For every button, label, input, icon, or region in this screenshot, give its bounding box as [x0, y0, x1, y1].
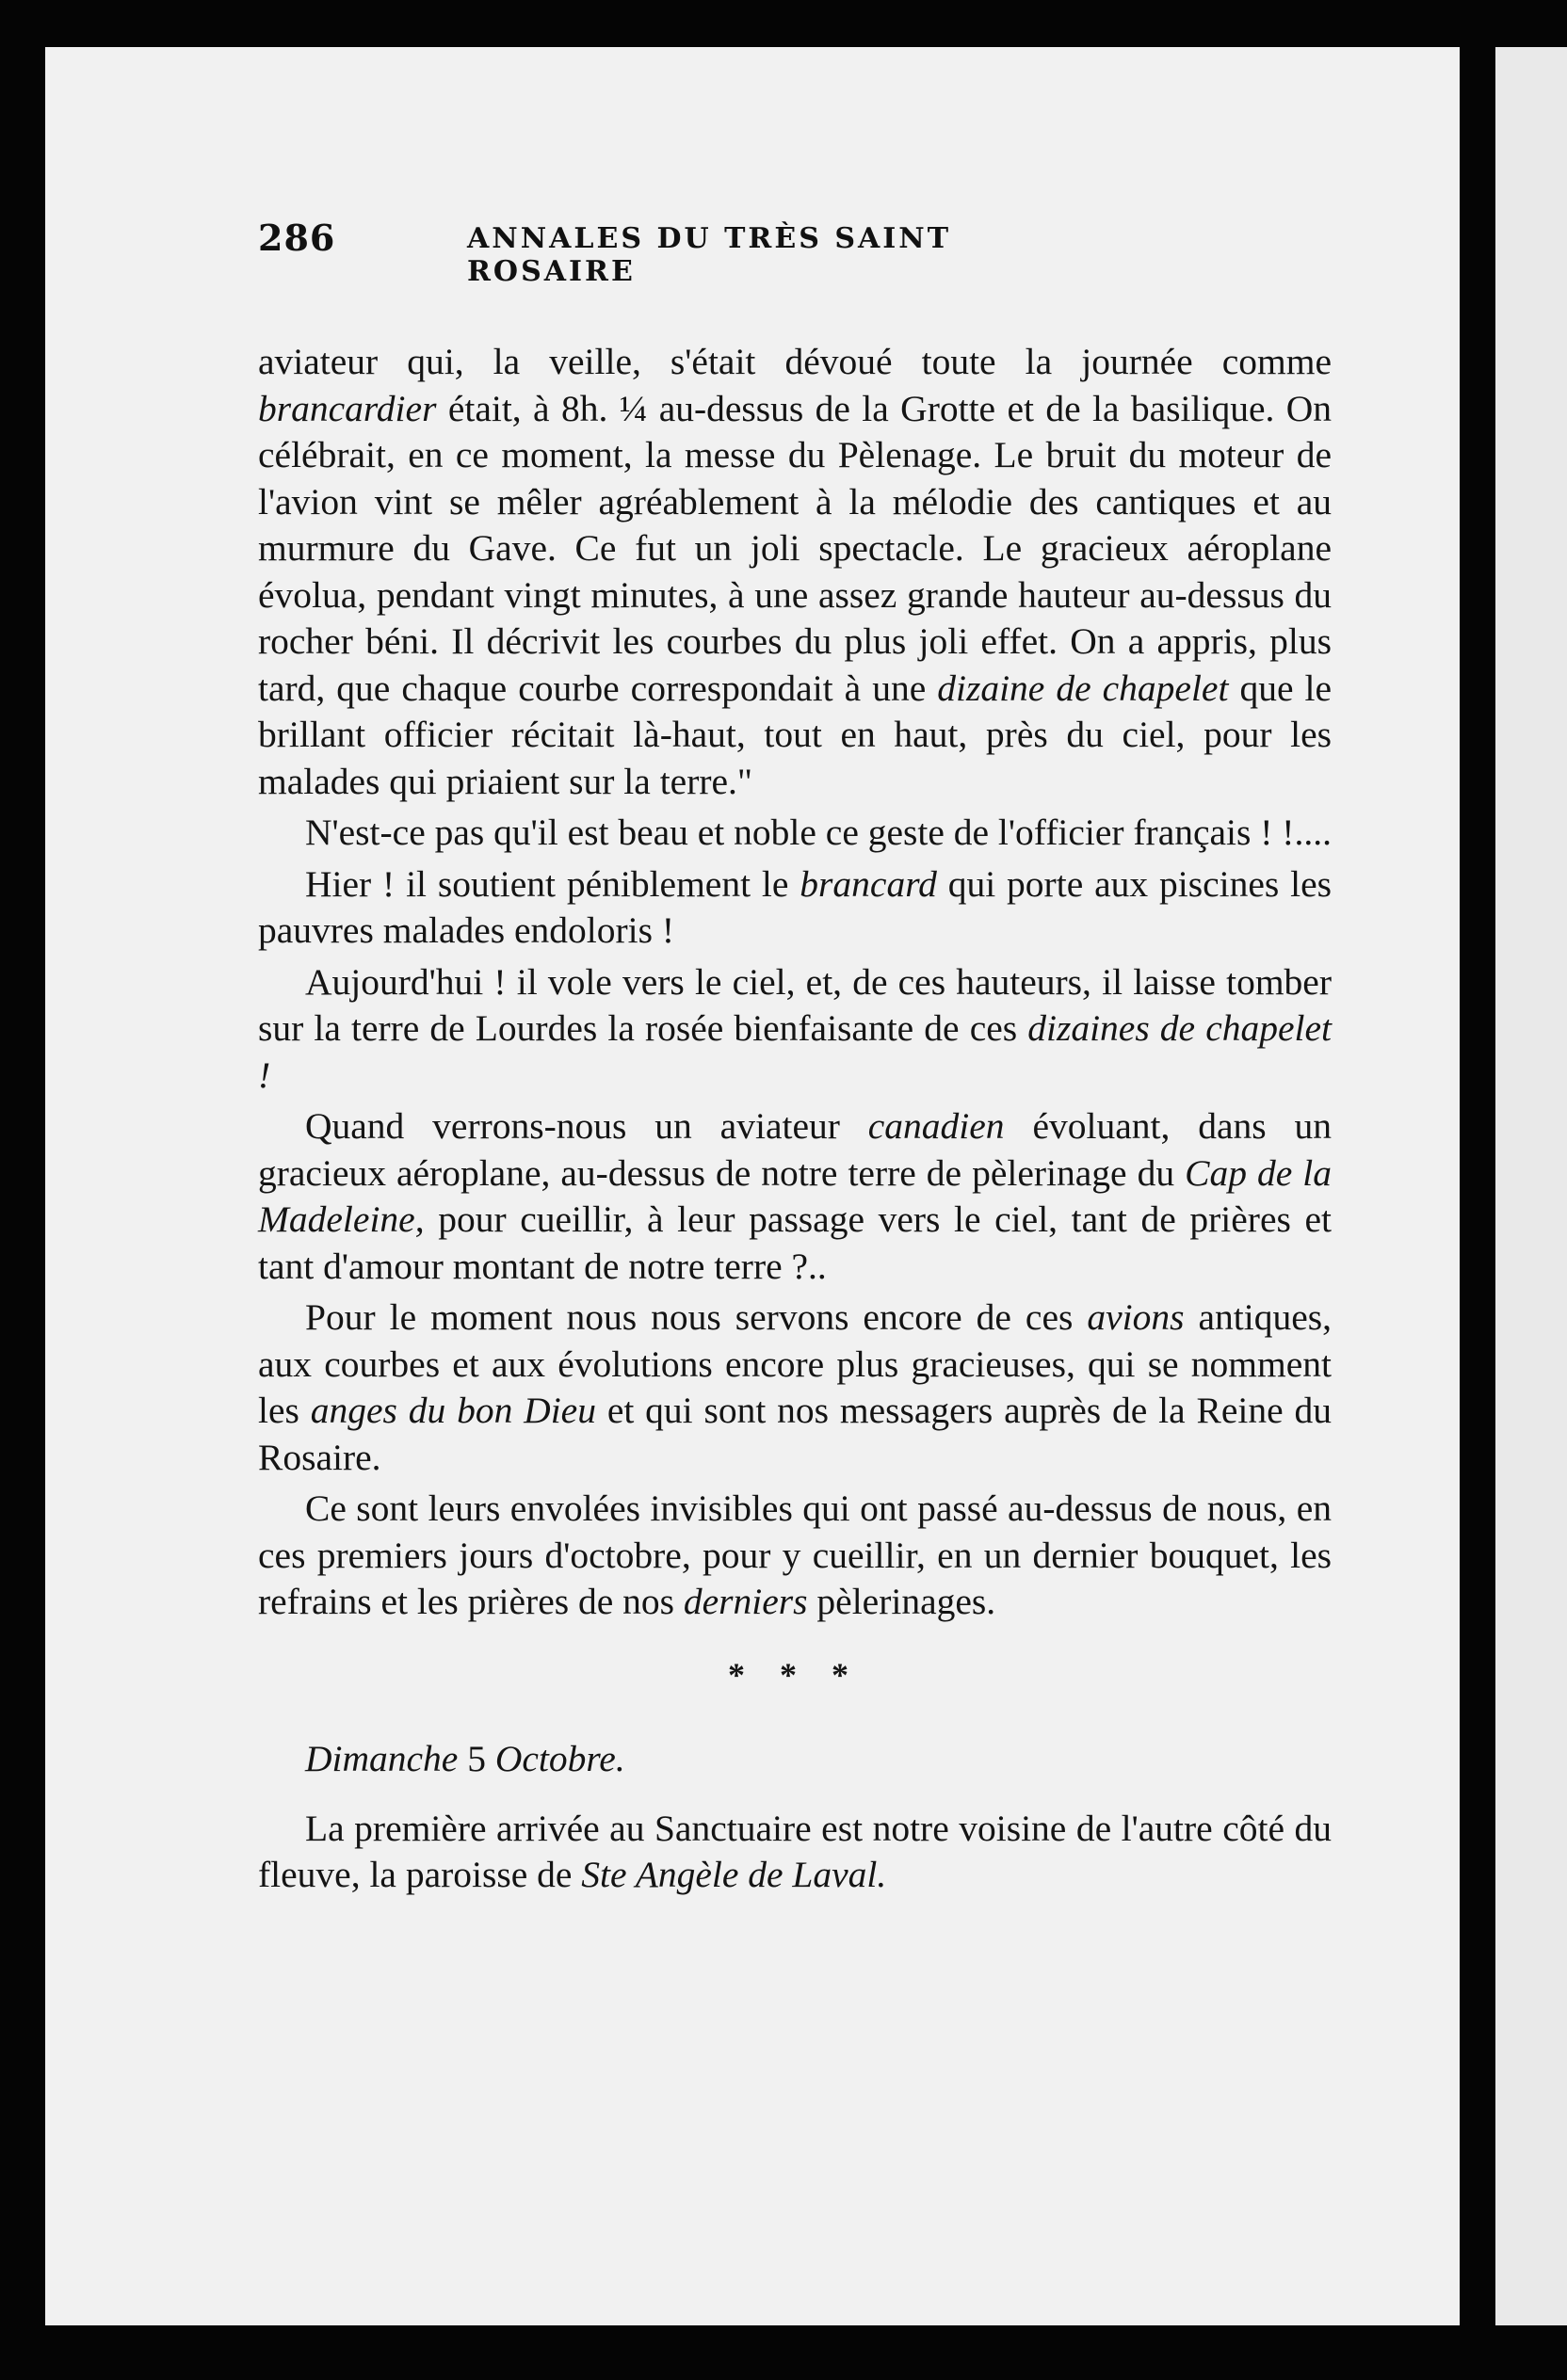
italic-run: brancardier: [258, 387, 437, 429]
text-run: qui porte aux piscines les pauvres malades endoloris !: [258, 862, 1332, 951]
text-run: et qui sont nos messagers auprès de la Reine du Rosaire.: [258, 1390, 1332, 1478]
text-run: aviateur qui, la veille, s'était dévoué toute la journée comme: [258, 341, 1332, 382]
text-run: évoluant, dans un gracieux aéroplane, au-dessus de notre terre de pèlerinage du: [258, 1105, 1332, 1194]
date-heading: [258, 1736, 1332, 1783]
italic-run: dizaines de chapelet !: [258, 1007, 1332, 1096]
paragraph-4: [258, 959, 1332, 1100]
italic-run: derniers: [683, 1581, 808, 1622]
text-run: pèlerinages.: [807, 1581, 996, 1622]
text-run: La première arrivée au Sanctuaire est notre voisine de l'autre côté du fleuve, la paroisse de: [258, 1807, 1332, 1895]
italic-run: canadien: [867, 1105, 1005, 1147]
running-head: ANNALES DU TRÈS SAINT ROSAIRE: [467, 222, 952, 288]
italic-run: Cap de la Madeleine,: [258, 1151, 1332, 1240]
text-run: Quand verrons-nous un aviateur: [305, 1105, 868, 1147]
text-run: Hier ! il soutient péniblement le: [305, 862, 800, 905]
page-number: 286: [258, 217, 336, 259]
italic-run: anges du bon Dieu: [310, 1390, 596, 1431]
paragraph-8: [258, 1806, 1332, 1899]
italic-run: Dimanche: [305, 1738, 459, 1779]
italic-run: brancard: [800, 862, 937, 905]
italic-run: Octobre.: [494, 1738, 625, 1779]
paragraph-2: N'est-ce pas qu'il est beau et noble ce geste de l'officier français ! !....: [305, 812, 1332, 853]
italic-run: dizaine de chapelet: [937, 667, 1229, 709]
adjacent-page-edge: [1495, 47, 1567, 2325]
text-run: Aujourd'hui ! il vole vers le ciel, et, de ces hauteurs, il laisse tomber sur la terre de Lourdes la rosée bienfaisante de ces: [258, 960, 1332, 1049]
text-run: pour cueillir, à leur passage vers le ciel, tant de prières et tant d'amour montant de notre terre ?..: [258, 1198, 1332, 1287]
section-separator: * * *: [728, 1655, 862, 1694]
italic-run: Ste Angèle de Laval.: [581, 1854, 887, 1895]
paragraph-5: [258, 1103, 1332, 1290]
page-body: [258, 339, 1332, 1899]
text-run: antiques, aux courbes et aux évolutions encore plus gracieuses, qui se nomment les: [258, 1296, 1332, 1431]
paragraph-3: [258, 861, 1332, 955]
text-run: Pour le moment nous nous servons encore de ces: [305, 1296, 1088, 1338]
italic-run: avions: [1087, 1296, 1185, 1338]
text-run: Ce sont leurs envolées invisibles qui ont passé au-dessus de nous, en ces premiers jours d'octobre, pour y cueillir, en un dernier bouquet, les refrains et les prières de nos: [258, 1488, 1332, 1622]
page-header: [258, 217, 1106, 288]
text-run: était, à 8h. ¼ au-dessus de la Grotte et de la basilique. On célébrait, en ce moment, la messe du Pèlenage. Le bruit du moteur de l'avion vint se mêler agréablement à la mélodie des cantiques et au murmure du Gave. Ce fut un joli spectacle. Le gracieux aéroplane évolua, pendant vingt minutes, à une assez grande hauteur au-dessus du rocher béni. Il décrivit les courbes du plus joli effet. On a appris, plus tard, que chaque courbe correspondait à une: [258, 387, 1332, 709]
paragraph-6: [258, 1295, 1332, 1481]
text-run: que le brillant officier récitait là-haut, tout en haut, près du ciel, pour les malades qui priaient sur la terre.": [258, 667, 1332, 802]
paragraph-1: [258, 339, 1332, 805]
text-run: 5: [458, 1738, 495, 1779]
paragraph-7: [258, 1486, 1332, 1626]
